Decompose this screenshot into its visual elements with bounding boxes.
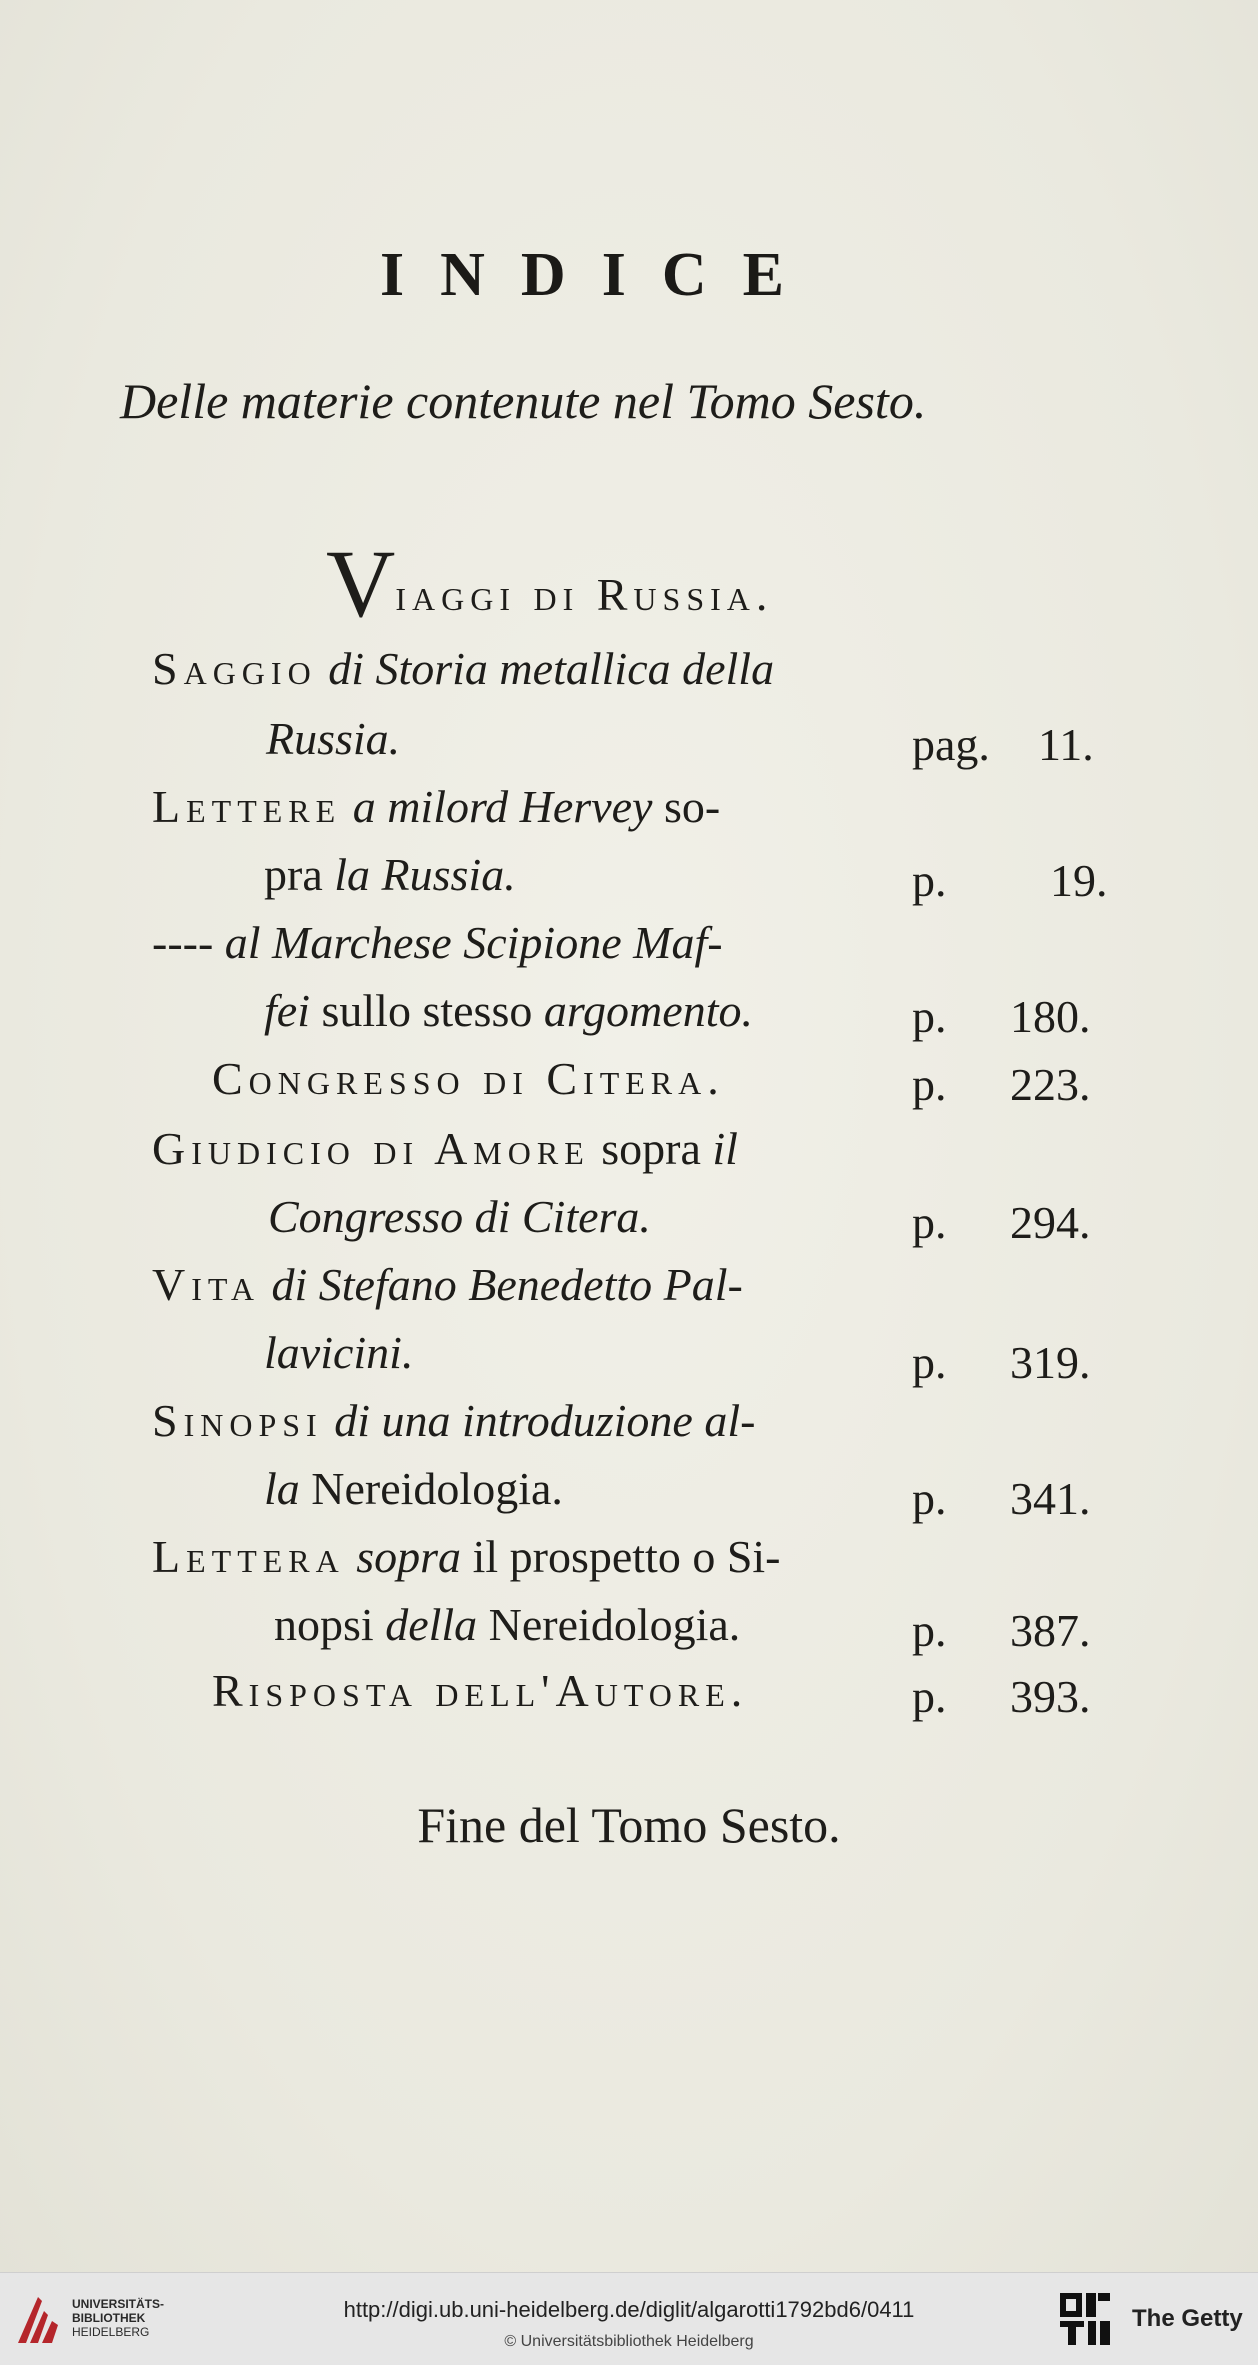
entry-text: nopsi [274, 1599, 386, 1650]
toc-entry-vita [152, 1258, 743, 1311]
entry-continuation: Congresso di Citera. [268, 1191, 651, 1242]
toc-entry-maffei [152, 916, 723, 969]
entry-continuation [264, 1462, 563, 1515]
page-number: 387. [1010, 1605, 1091, 1656]
toc-entry-lettera [152, 1530, 781, 1583]
entry-text: al Marchese Scipione Maf- [213, 917, 723, 968]
page-title: INDICE [380, 241, 820, 309]
page-number: 223. [1010, 1059, 1091, 1110]
page-label: pag. [912, 719, 990, 770]
page-label: p. [912, 1197, 947, 1248]
toc-entry-viaggi [326, 530, 774, 637]
toc-entry-congresso: Congresso di Citera. [212, 1053, 725, 1104]
entry-text: di una introduzione al- [322, 1395, 756, 1446]
toc-entry-sinopsi [152, 1394, 755, 1447]
entry-text: sopra [589, 1123, 713, 1174]
page-number: 393. [1010, 1671, 1091, 1722]
entry-text: so- [652, 781, 721, 832]
viewer-footer [0, 2272, 1258, 2365]
toc-entry-lettere [152, 780, 720, 833]
entry-text: il prospetto o Si- [461, 1531, 781, 1582]
entry-text: fei [264, 985, 310, 1036]
entry-text: la [264, 1463, 300, 1514]
page-label: p. [912, 991, 947, 1042]
entry-text: iaggi di Russia. [395, 569, 774, 620]
entry-lead: Sinopsi [152, 1395, 323, 1446]
entry-text: la Russia. [334, 849, 516, 900]
entry-lead: Lettera [152, 1531, 345, 1582]
page-number: 11. [1038, 719, 1094, 770]
entry-continuation: Russia. [266, 713, 401, 764]
entry-text: argomento. [543, 985, 753, 1036]
drop-initial: V [326, 530, 396, 637]
page-subtitle: Delle materie contenute nel Tomo Sesto. [120, 373, 927, 429]
copyright-notice: © Universitätsbibliothek Heidelberg [504, 2333, 754, 2350]
entry-continuation [264, 848, 516, 901]
entry-lead: Lettere [152, 781, 342, 832]
entry-text: Nereidologia. [299, 1463, 563, 1514]
entry-text: di Storia metallica della [316, 643, 775, 694]
page-label: p. [912, 1337, 947, 1388]
page-label: p. [912, 1473, 947, 1524]
toc-entry-risposta: Risposta dell'Autore. [212, 1665, 749, 1716]
entry-text: pra [264, 849, 335, 900]
page-label: p. [912, 1059, 947, 1110]
entry-text: il [712, 1123, 738, 1174]
entry-continuation: lavicini. [264, 1327, 414, 1378]
permalink-url[interactable]: http://digi.ub.uni-heidelberg.de/diglit/algarotti1792bd6/0411 [343, 2297, 915, 2322]
getty-logo-icon [1058, 2291, 1112, 2347]
entry-lead: Saggio [152, 643, 317, 694]
entry-continuation [264, 984, 753, 1037]
page-number: 294. [1010, 1197, 1091, 1248]
entry-text: sopra [344, 1531, 462, 1582]
page-number: 180. [1010, 991, 1091, 1042]
page-label: p. [912, 1605, 947, 1656]
entry-lead: Giudicio di Amore [152, 1123, 590, 1174]
toc-entry-saggio [152, 642, 774, 695]
library-name: UNIVERSITÄTS- BIBLIOTHEK HEIDELBERG [72, 2297, 165, 2339]
page-number: 19. [1050, 855, 1108, 906]
page-label: p. [912, 855, 947, 906]
entry-text: a milord Hervey [341, 781, 653, 832]
closing-line: Fine del Tomo Sesto. [417, 1797, 841, 1853]
page-number: 319. [1010, 1337, 1091, 1388]
entry-text: sullo stesso [309, 985, 544, 1036]
toc-entry-giudicio [152, 1122, 738, 1175]
partner-name: The Getty [1132, 2305, 1243, 2332]
entry-lead: ---- [152, 917, 214, 968]
entry-text: Nereidologia. [477, 1599, 741, 1650]
entry-continuation [274, 1598, 740, 1651]
entry-text: della [385, 1599, 478, 1650]
entry-lead: Vita [152, 1259, 260, 1310]
page-label: p. [912, 1671, 947, 1722]
page-number: 341. [1010, 1473, 1091, 1524]
entry-text: di Stefano Benedetto Pal- [259, 1259, 743, 1310]
